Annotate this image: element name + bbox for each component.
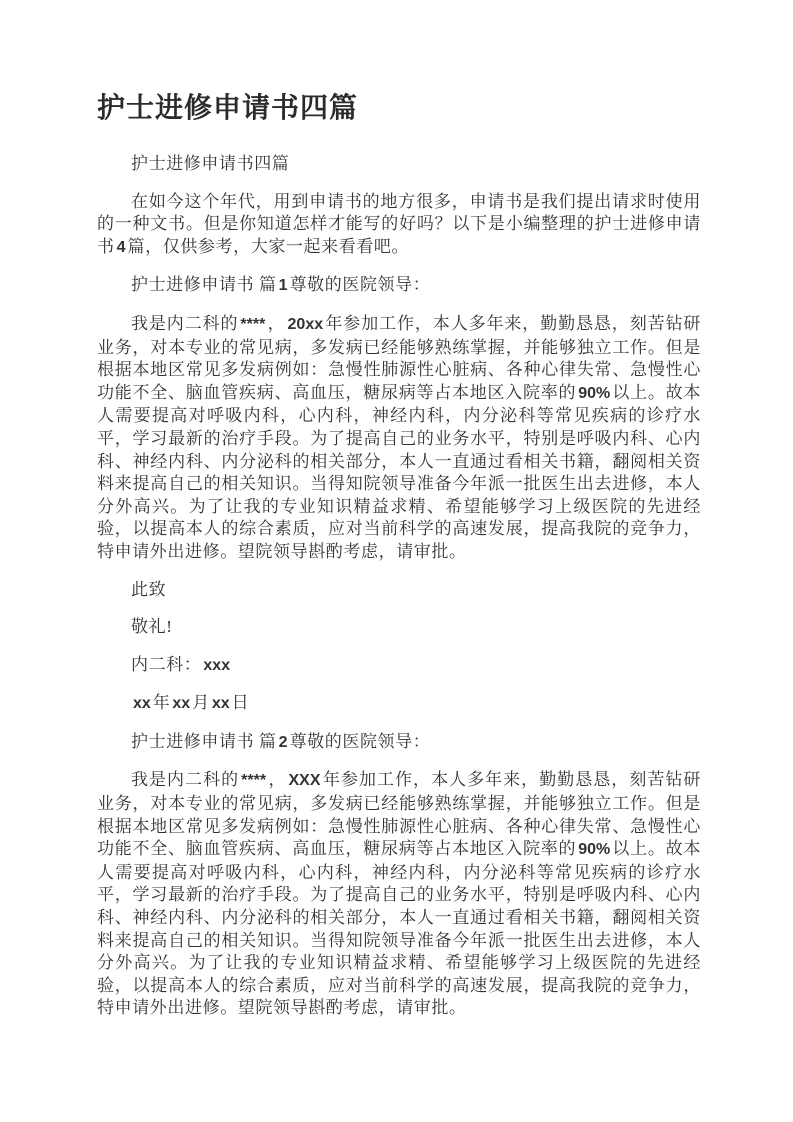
letter-1-body: 我是内二科的 **** ， 20xx 年参加工作，本人多年来，勤勤恳恳，刻苦钻研业务，对本专业的常见病，多发病已经能够熟练掌握，并能够独立工作。但是根据本地区常见多发病例如：急慢性肺源性心脏病、各种心律失常、急慢性心功能不全、脑血管疾病、高血压，糖尿病等占本地区入院率的 90% 以上。故本人需要提高对呼吸内科，心内科，神经内科，内分泌科等常见疾病的诊疗水平，学习最新的治疗手段。为了提高自己的业务水平，特别是呼吸内科、心内科、神经内科、内分泌科的相关部分，本人一直通过看相关书籍，翻阅相关资料来提高自己的相关知识。当得知院领导准备今年派一批医生出去进修，本人分外高兴。为了让我的专业知识精益求精、希望能够学习上级医院的先进经验，以提高本人的综合素质，应对当前科学的高速发展，提高我院的竞争力，特申请外出进修。望院领导斟酌考虑，请审批。 bbox=[97, 313, 702, 561]
intro-paragraph: 在如今这个年代，用到申请书的地方很多，申请书是我们提出请求时使用的一种文书。但是你知道怎样才能写的好吗？以下是小编整理的护士进修申请书 4 篇，仅供参考，大家一起来看看吧。 bbox=[97, 191, 701, 256]
closing-jingli: 敬礼! bbox=[131, 617, 173, 637]
signature-department: 内二科： xxx bbox=[131, 654, 231, 674]
signature-date: xx 年 xx 月 xx 日 bbox=[133, 693, 250, 713]
document-title: 护士进修申请书四篇 bbox=[97, 93, 359, 124]
document-subtitle: 护士进修申请书四篇 bbox=[131, 154, 290, 173]
letter-2-heading: 护士进修申请书 篇 2 尊敬的医院领导： bbox=[131, 731, 431, 751]
letter-1-heading: 护士进修申请书 篇 1 尊敬的医院领导： bbox=[131, 275, 431, 295]
letter-2-body: 我是内二科的 **** ， XXX 年参加工作，本人多年来，勤勤恳恳，刻苦钻研业务，对本专业的常见病，多发病已经能够熟练掌握，并能够独立工作。但是根据本地区常见多发病例如：急慢性肺源性心脏病、各种心律失常、急慢性心功能不全、脑血管疾病、高血压，糖尿病等占本地区入院率的 90% 以上。故本人需要提高对呼吸内科，心内科，神经内科，内分泌科等常见疾病的诊疗水平，学习最新的治疗手段。为了提高自己的业务水平，特别是呼吸内科、心内科、神经内科、内分泌科的相关部分，本人一直通过看相关书籍，翻阅相关资料来提高自己的相关知识。当得知院领导准备今年派一批医生出去进修，本人分外高兴。为了让我的专业知识精益求精、希望能够学习上级医院的先进经验，以提高本人的综合素质，应对当前科学的高速发展，提高我院的竞争力，特申请外出进修。望院领导斟酌考虑，请审批。 bbox=[97, 770, 702, 1018]
closing-cizhi: 此致 bbox=[131, 579, 167, 599]
